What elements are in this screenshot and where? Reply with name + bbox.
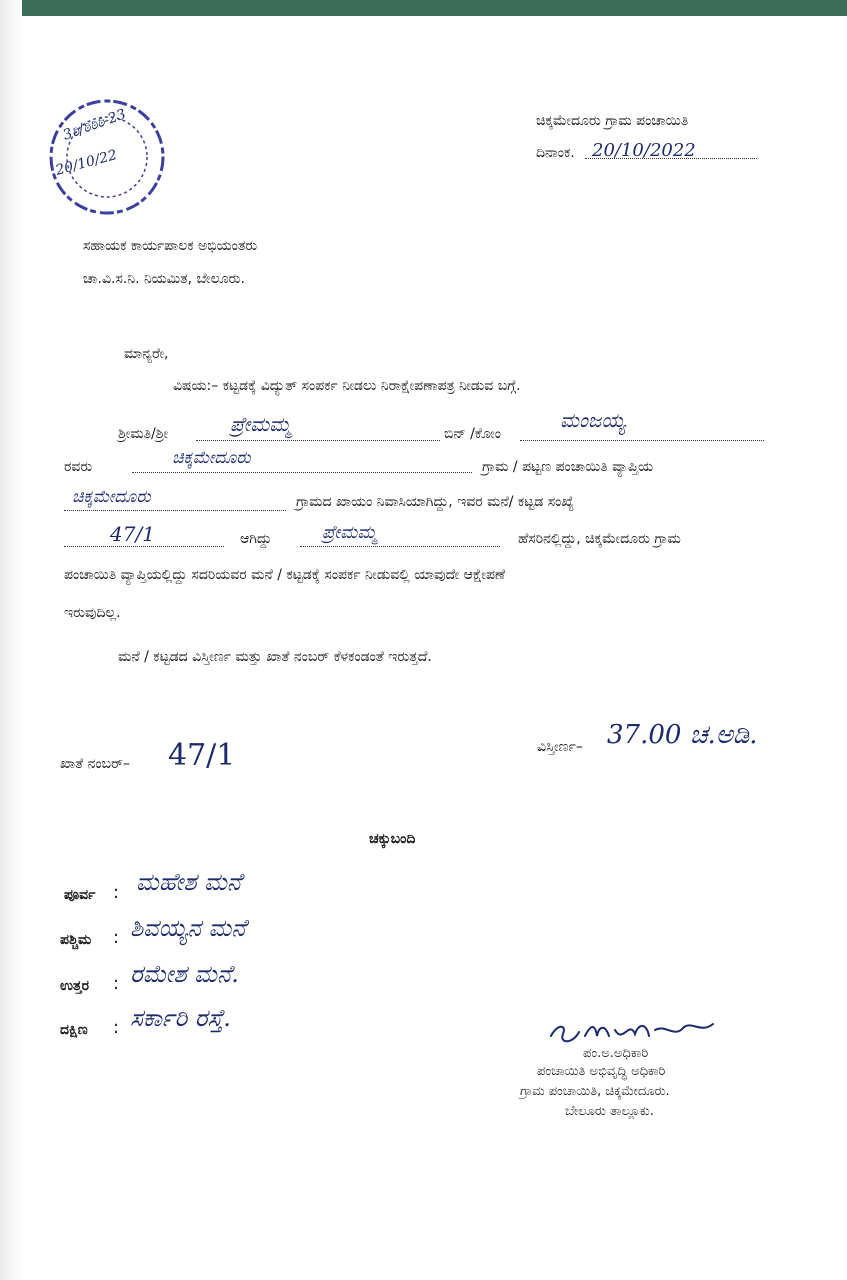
office-name: ಚಿಕ್ಕಮೇದೂರು ಗ್ರಾಮ ಪಂಚಾಯಿತಿ [536,113,689,129]
village-dotted-line [132,472,472,473]
signature-line-4: ಬೇಲೂರು ತಾಲ್ಲೂಕು. [565,1104,654,1119]
signature-line-1: ಪಂ.ಅ.ಅಧಿಕಾರಿ [583,1046,649,1061]
owner-name: ಪ್ರೇಮಮ್ಮ [322,522,377,543]
stamp-date: 20/10/22 [53,147,119,179]
village-name-2: ಚಿಕ್ಕಮೇದೂರು [72,487,151,507]
boundaries-title: ಚಕ್ಕುಬಂದಿ [369,831,416,847]
boundary-west-value: ಶಿವಯ್ಯನ ಮನೆ [130,914,246,942]
body-line-4: ಹೆಸರಿನಲ್ಲಿದ್ದು, ಚಿಕ್ಕಮೇದೂರು ಗ್ರಾಮ [518,531,681,547]
name-dotted-line [196,440,440,441]
body-line-2: ಗ್ರಾಮ / ಪಟ್ಟಣ ಪಂಚಾಯಿತಿ ವ್ಯಾಪ್ತಿಯ [482,459,654,475]
body-paragraph-2: ಮನೆ / ಕಟ್ಟಡದ ವಿಸ್ತೀರ್ಣ ಮತ್ತು ಖಾತೆ ನಂಬರ್ ಕೆಳಕಂಡಂತೆ ಇರುತ್ತದೆ. [118,649,432,665]
boundary-south-label: ದಕ್ಷಿಣ [60,1022,88,1038]
officer-signature [545,1010,735,1050]
top-edge-band [0,0,847,16]
boundary-west-colon: : [113,927,120,948]
signature-line-2: ಪಂಚಾಯಿತಿ ಅಭಿವೃದ್ಧಿ ಅಧಿಕಾರಿ [537,1064,666,1079]
page-left-edge [0,0,22,1280]
office-seal-stamp [45,95,170,220]
date-label: ದಿನಾಂಕ. [536,145,575,161]
area-label: ವಿಸ್ತೀರ್ಣ– [537,739,583,755]
village-name: ಚಿಕ್ಕಮೇದೂರು [172,448,251,468]
ravaru-label: ರವರು [64,459,93,475]
smt-label: ಶ್ರೀಮತಿ/ಶ್ರೀ [118,426,169,442]
signature-line-3: ಗ್ರಾಮ ಪಂಚಾಯಿತಿ, ಚಿಕ್ಕಮೇದೂರು. [520,1084,670,1099]
date-value: 20/10/2022 [592,140,696,161]
body-line-6: ಇರುವುದಿಲ್ಲ. [64,605,121,621]
addressee-line-1: ಸಹಾಯಕ ಕಾರ್ಯಪಾಲಕ ಅಭಿಯಂತರು [83,238,258,254]
house-number: 47/1 [110,522,155,546]
house-no-dotted-line [64,546,224,547]
addressee-line-2: ಚಾ.ವಿ.ಸ.ನಿ. ನಿಯಮಿತ, ಬೇಲೂರು. [83,271,245,287]
boundary-east-value: ಮಹೇಶ ಮನೆ [136,868,242,896]
boundary-south-value: ಸರ್ಕಾರಿ ರಸ್ತೆ. [130,1004,231,1032]
relation-dotted-line [520,440,764,441]
salutation: ಮಾನ್ಯರೇ, [124,346,169,362]
bin-kom-label: ಬಿನ್ /ಕೋಂ [444,426,501,442]
boundary-east-label: ಪೂರ್ವ [64,887,96,903]
village2-dotted-line [64,510,286,511]
agiddu-label: ಆಗಿದ್ದು [240,531,272,547]
applicant-name: ಪ್ರೇಮಮ್ಮ [230,412,292,436]
boundary-north-value: ರಮೇಶ ಮನೆ. [130,960,239,988]
boundary-west-label: ಪಶ್ಚಿಮ [60,932,92,948]
boundary-east-colon: : [113,882,120,903]
boundary-north-colon: : [113,973,120,994]
body-line-5: ಪಂಚಾಯಿತಿ ವ್ಯಾಪ್ತಿಯಲ್ಲಿದ್ದು ಸದರಿಯವರ ಮನೆ / ಕಟ್ಟಡಕ್ಕೆ ಸಂಪರ್ಕ ನೀಡುವಲ್ಲಿ ಯಾವುದೇ ಆಕ್ಷೇಪಣೆ [64,567,506,583]
boundary-south-colon: : [113,1017,120,1038]
body-line-3: ಗ್ರಾಮದ ಖಾಯಂ ನಿವಾಸಿಯಾಗಿದ್ದು, ಇವರ ಮನೆ/ ಕಟ್ಟಡ ಸಂಖ್ಯೆ [296,494,575,510]
stamp-number: 3ಠಿ/ಠಿಠಿಠಿ-23 [60,106,129,144]
area-value: 37.00 ಚ.ಅಡಿ. [607,720,758,750]
khata-label: ಖಾತೆ ನಂಬರ್– [60,756,130,772]
khata-value: 47/1 [168,738,236,773]
subject-line: ವಿಷಯ:– ಕಟ್ಟಡಕ್ಕೆ ವಿದ್ಯುತ್ ಸಂಪರ್ಕ ನೀಡಲು ನಿರಾಕ್ಷೇಪಣಾಪತ್ರ ನೀಡುವ ಬಗ್ಗೆ. [173,378,521,394]
owner-dotted-line [300,546,500,547]
relation-name: ಮಂಜಯ್ಯ [560,408,626,432]
boundary-north-label: ಉತ್ತರ [60,978,89,994]
